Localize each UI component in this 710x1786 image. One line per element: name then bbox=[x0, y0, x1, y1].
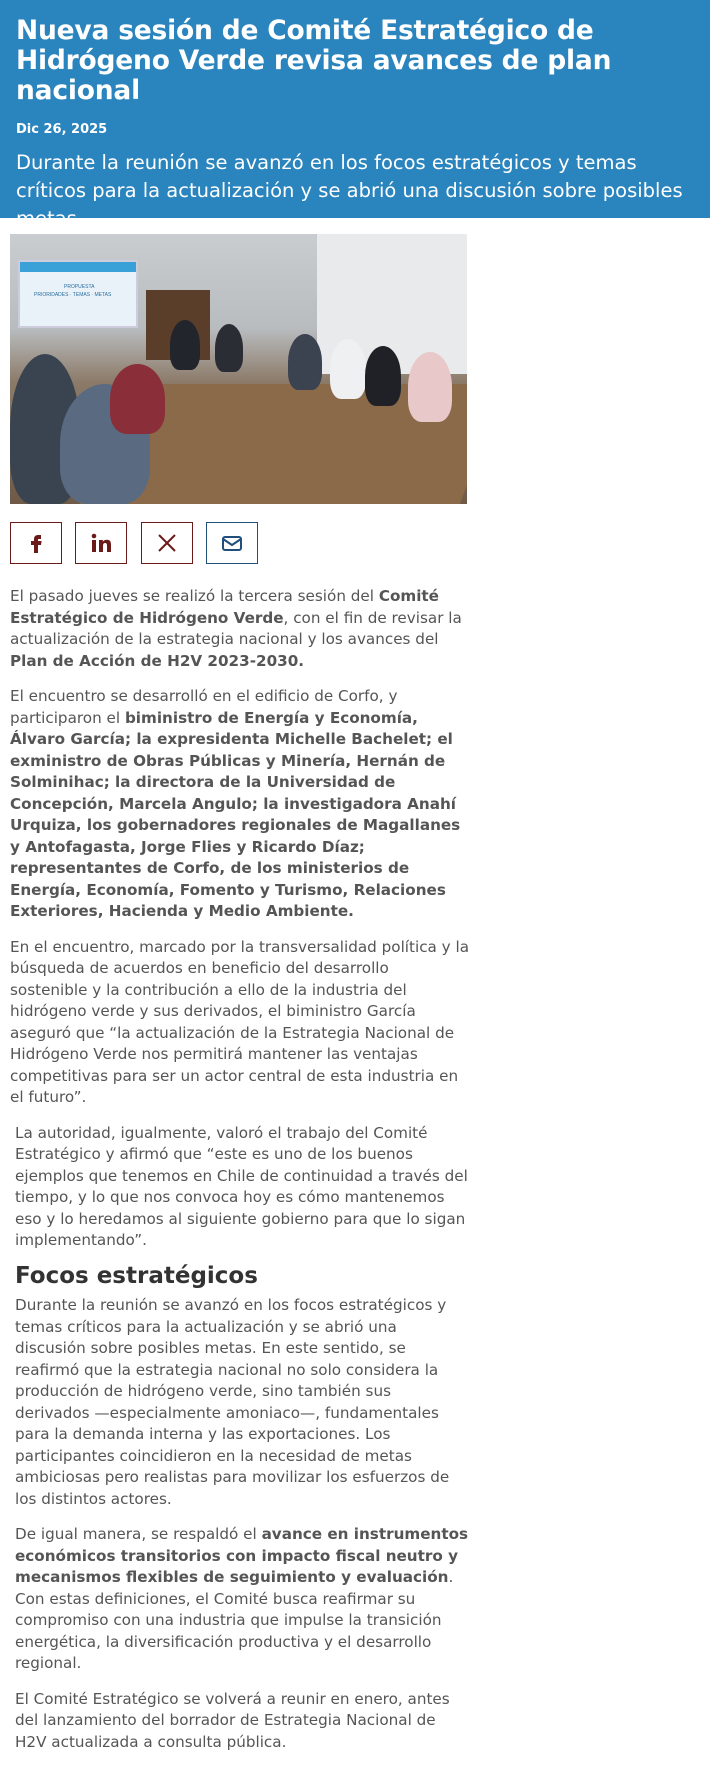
share-linkedin-button[interactable] bbox=[75, 522, 127, 564]
article-body bbox=[10, 586, 470, 1767]
article-lead: Durante la reunión se avanzó en los focos estratégicos y temas críticos para la actualización y se abrió una discusión sobre posibles metas. bbox=[16, 151, 683, 230]
photo-person bbox=[170, 320, 200, 370]
article-paragraph: Durante la reunión se avanzó en los focos estratégicos y temas críticos para la actualización y se abrió una discusión sobre posibles metas. En este sentido, se reafirmó que la estrategia nacional no solo considera la producción de hidrógeno verde, sino también sus derivados —especialmente amoniaco—, fundamentales para la demanda interna y las exportaciones. Los participantes coincidieron en la necesidad de metas ambiciosas pero realistas para movilizar los esfuerzos de los distintos actores. bbox=[15, 1296, 450, 1508]
facebook-icon bbox=[24, 531, 48, 555]
photo-projection-screen bbox=[18, 260, 138, 328]
share-facebook-button[interactable] bbox=[10, 522, 62, 564]
photo-person bbox=[110, 364, 165, 434]
article-paragraph: El Comité Estratégico se volverá a reunir en enero, antes del lanzamiento del borrador de Estrategia Nacional de H2V actualizada a consulta pública. bbox=[15, 1689, 450, 1751]
photo-person bbox=[408, 352, 452, 422]
article-date: Dic 26, 2025 bbox=[16, 122, 108, 137]
article-title: Nueva sesión de Comité Estratégico de Hidrógeno Verde revisa avances de plan nacional bbox=[16, 15, 612, 106]
article-paragraph: El pasado jueves se realizó la tercera sesión del Comité Estratégico de Hidrógeno Verde, con el fin de revisar la actualización de la estrategia nacional y los avances del Plan de Acción de H2V 2023-2030. bbox=[10, 587, 462, 670]
article-paragraph: La autoridad, igualmente, valoró el trabajo del Comité Estratégico y afirmó que “este es uno de los buenos ejemplos que tenemos en Chile de continuidad a través del tiempo, y lo que nos convoca hoy es cómo mantenemos eso y lo heredamos al siguiente gobierno para que lo sigan implementando”. bbox=[15, 1123, 468, 1249]
article-header bbox=[0, 0, 710, 230]
article-paragraph: De igual manera, se respaldó el avance en instrumentos económicos transitorios con impacto fiscal neutro y mecanismos flexibles de seguimiento y evaluación. Con estas definiciones, el Comité busca reafirmar su compromiso con una industria que impulse la transición energética, la diversificación productiva y el desarrollo regional. bbox=[15, 1525, 469, 1672]
share-email-button[interactable] bbox=[206, 522, 258, 564]
mail-icon bbox=[220, 531, 244, 555]
article-photo bbox=[10, 234, 467, 504]
photo-person bbox=[288, 334, 322, 390]
share-x-button[interactable] bbox=[141, 522, 193, 564]
x-icon bbox=[155, 531, 179, 555]
photo-person bbox=[330, 339, 366, 399]
linkedin-icon bbox=[89, 531, 113, 555]
photo-person bbox=[365, 346, 401, 406]
photo-screen-text-2: PRIORIDADES · TEMAS · METAS bbox=[34, 292, 112, 298]
article-paragraph: En el encuentro, marcado por la transversalidad política y la búsqueda de acuerdos en beneficio del desarrollo sostenible y la contribución a ello de la industria del hidrógeno verde y sus derivados, el biministro García aseguró que “la actualización de la Estrategia Nacional de Hidrógeno Verde nos permitirá mantener las ventajas competitivas para ser un actor central de esta industria en el futuro”. bbox=[10, 937, 470, 1106]
section-heading: Focos estratégicos bbox=[15, 1262, 258, 1289]
photo-person bbox=[215, 324, 243, 372]
article-paragraph: El encuentro se desarrolló en el edificio de Corfo, y participaron el biministro de Energía y Economía, Álvaro García; la expresidenta Michelle Bachelet; el exministro de Obras Públicas y Minería, Hernán de Solminihac; la directora de la Universidad de Concepción, Marcela Angulo; la investigadora Anahí Urquiza, los gobernadores regionales de Magallanes y Antofagasta, Jorge Flies y Ricardo Díaz; representantes de Corfo, de los ministerios de Energía, Economía, Fomento y Turismo, Relaciones Exteriores, Hacienda y Medio Ambiente. bbox=[10, 687, 461, 920]
photo-screen-text-1: PROPUESTA bbox=[64, 284, 95, 290]
